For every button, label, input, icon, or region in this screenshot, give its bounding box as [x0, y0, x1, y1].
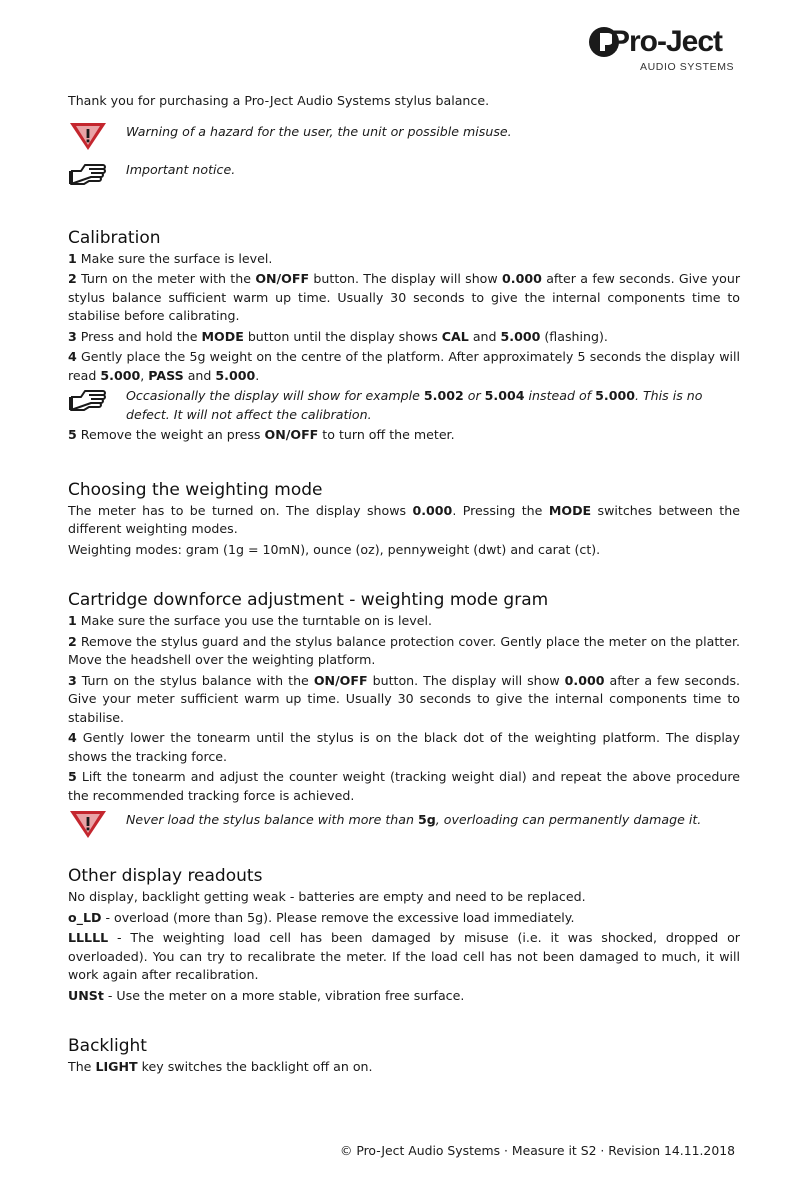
legend-warning-text: Warning of a hazard for the user, the unit or possible misuse.	[126, 123, 512, 139]
calibration-step-1: 1 Make sure the surface is level.	[68, 250, 273, 266]
mode-paragraph-1: The meter has to be turned on. The display shows 0.000. Pressing the MODE switches between the different weighting modes.	[68, 502, 740, 536]
logo-wordmark: Pro-Ject	[610, 25, 723, 58]
legend-notice-text: Important notice.	[126, 161, 236, 177]
content	[68, 92, 740, 1079]
calibration-step-2: 2 Turn on the meter with the ON/OFF button. The display will show 0.000 after a few seconds. Give your stylus balance sufficient warm up time. Usually 30 seconds to give the internal components time to stabilise before calibrating.	[68, 271, 741, 323]
pointing-hand-icon	[68, 159, 108, 189]
downforce-warning-text: Never load the stylus balance with more than 5g, overloading can permanently damage it.	[126, 812, 702, 827]
legend-warning	[68, 123, 740, 151]
downforce-step-3: 3 Turn on the stylus balance with the ON/OFF button. The display will show 0.000 after a few seconds. Give your meter sufficient warm up time. Usually 30 seconds to give the internal components time to stabilise.	[68, 672, 741, 725]
legend-notice	[68, 161, 740, 189]
intro-text: Thank you for purchasing a Pro-Ject Audio Systems stylus balance.	[68, 93, 490, 108]
downforce-step-1: 1 Make sure the surface you use the turntable on is level.	[68, 613, 432, 628]
mode-paragraph-2: Weighting modes: gram (1g = 10mN), ounce (oz), pennyweight (dwt) and carat (ct).	[68, 541, 601, 557]
calibration-heading: Calibration	[68, 227, 161, 248]
page-footer: © Pro-Ject Audio Systems · Measure it S2 · Revision 14.11.2018	[340, 1143, 735, 1158]
warning-triangle-icon	[68, 809, 108, 839]
readouts-heading: Other display readouts	[68, 866, 263, 886]
readout-overload: o_LD - overload (more than 5g). Please remove the excessive load immediately.	[68, 909, 575, 925]
downforce-step-2: 2 Remove the stylus guard and the stylus balance protection cover. Gently place the meter on the platter. Move the headshell over the weighting platform.	[68, 633, 740, 667]
mode-heading: Choosing the weighting mode	[68, 479, 323, 500]
backlight-heading: Backlight	[68, 1036, 147, 1056]
readout-load-cell: LLLLL - The weighting load cell has been damaged by misuse (i.e. it was shocked, dropped or overloaded). You can try to recalibrate the meter. If the load cell has not been damaged to much, it will work again after recalibration.	[68, 930, 740, 982]
logo-subtitle: AUDIO SYSTEMS	[640, 61, 735, 73]
downforce-step-5: 5 Lift the tonearm and adjust the counter weight (tracking weight dial) and repeat the above procedure the recommended tracking force is achieved.	[68, 769, 740, 803]
downforce-warning	[68, 811, 740, 839]
brand-logo	[588, 24, 740, 72]
warning-triangle-icon	[68, 121, 108, 151]
calibration-step-5: 5 Remove the weight an press ON/OFF to turn off the meter.	[68, 427, 455, 442]
readout-no-display: No display, backlight getting weak - batteries are empty and need to be replaced.	[68, 889, 586, 904]
calibration-step-3: 3 Press and hold the MODE button until the display shows CAL and 5.000 (flashing).	[68, 328, 608, 344]
backlight-paragraph: The LIGHT key switches the backlight off an on.	[68, 1059, 373, 1074]
readout-unstable: UNSt - Use the meter on a more stable, vibration free surface.	[68, 987, 465, 1003]
calibration-note	[68, 387, 740, 424]
calibration-step-4: 4 Gently place the 5g weight on the centre of the platform. After approximately 5 seconds the display will read 5.000, PASS and 5.000.	[68, 349, 740, 383]
calibration-note-text: Occasionally the display will show for example 5.002 or 5.004 instead of 5.000. This is no defect. It will not affect the calibration.	[126, 388, 703, 422]
downforce-step-4: 4 Gently lower the tonearm until the stylus is on the black dot of the weighting platform. The display shows the tracking force.	[68, 730, 740, 764]
downforce-heading: Cartridge downforce adjustment - weighting mode gram	[68, 590, 549, 610]
pointing-hand-icon	[68, 385, 108, 415]
